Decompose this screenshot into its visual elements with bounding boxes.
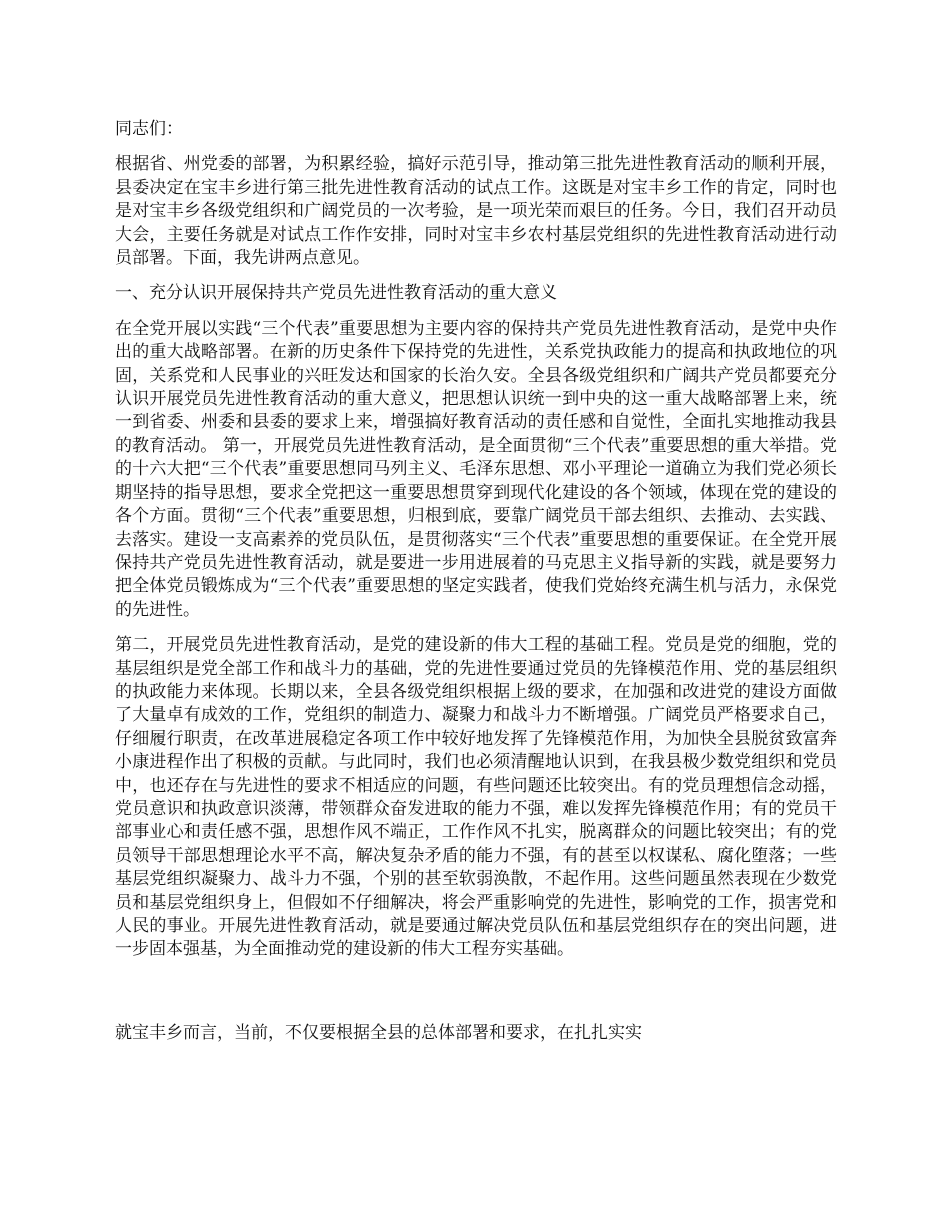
- body-paragraph-2: 第二，开展党员先进性教育活动，是党的建设新的伟大工程的基础工程。党员是党的细胞，党的基层组织是党全部工作和战斗力的基础，党的先进性要通过党员的先锋模范作用、党的基层组织的执政能力来体现。长期以来，全县各级党组织根据上级的要求，在加强和改进党的建设方面做了大量卓有成效的工作，党组织的制造力、凝聚力和战斗力不断增强。广阔党员严格要求自己，仔细履行职责，在改革进展稳定各项工作中较好地发挥了先锋模范作用，为加快全县脱贫致富奔小康进程作出了积极的贡献。与此同时，我们也必须清醒地认识到，在我县极少数党组织和党员中，也还存在与先进性的要求不相适应的问题，有些问题还比较突出。有的党员理想信念动摇，党员意识和执政意识淡薄，带领群众奋发进取的能力不强，难以发挥先锋模范作用；有的党员干部事业心和责任感不强，思想作风不端正，工作作风不扎实，脱离群众的问题比较突出；有的党员领导干部思想理论水平不高，解决复杂矛盾的能力不强，有的甚至以权谋私、腐化堕落；一些基层党组织凝聚力、战斗力不强，个别的甚至软弱涣散，不起作用。这些问题虽然表现在少数党员和基层党组织身上，但假如不仔细解决，将会严重影响党的先进性，影响党的工作，损害党和人民的事业。开展先进性教育活动，就是要通过解决党员队伍和基层党组织存在的突出问题，进一步固本强基，为全面推动党的建设新的伟大工程夯实基础。: [115, 635, 837, 960]
- body-paragraph-1: 在全党开展以实践“三个代表”重要思想为主要内容的保持共产党员先进性教育活动，是党中央作出的重大战略部署。在新的历史条件下保持党的先进性，关系党执政能力的提高和执政地位的巩固，关系党和人民事业的兴旺发达和国家的长治久安。全县各级党组织和广阔共产党员都要充分认识开展党员先进性教育活动的重大意义，把思想认识统一到中央的这一重大战略部署上来，统一到省委、州委和县委的要求上来，增强搞好教育活动的责任感和自觉性，全面扎实地推动我县的教育活动。 第一，开展党员先进性教育活动，是全面贯彻“三个代表”重要思想的重大举措。党的十六大把“三个代表”重要思想同马列主义、毛泽东思想、邓小平理论一道确立为我们党必须长期坚持的指导思想，要求全党把这一重要思想贯穿到现代化建设的各个领域，体现在党的建设的各个方面。贯彻“三个代表”重要思想，归根到底，要靠广阔党员干部去组织、去推动、去实践、去落实。建设一支高素养的党员队伍，是贯彻落实“三个代表”重要思想的重要保证。在全党开展保持共产党员先进性教育活动，就是要进一步用进展着的马克思主义指导新的实践，就是要努力把全体党员锻炼成为“三个代表”重要思想的坚定实践者，使我们党始终充满生机与活力，永保党的先进性。: [115, 318, 837, 620]
- salutation: 同志们：: [115, 119, 183, 139]
- closing-paragraph: 就宝丰乡而言，当前，不仅要根据全县的总体部署和要求，在扎扎实实: [115, 1022, 642, 1043]
- intro-paragraph: 根据省、州党委的部署，为积累经验，搞好示范引导，推动第三批先进性教育活动的顺利开展，县委决定在宝丰乡进行第三批先进性教育活动的试点工作。这既是对宝丰乡工作的肯定，同时也是对宝丰乡各级党组织和广阔党员的一次考验，是一项光荣而艰巨的任务。今日，我们召开动员大会，主要任务就是对试点工作作安排，同时对宝丰乡农村基层党组织的先进性教育活动进行动员部署。下面，我先讲两点意见。: [115, 154, 837, 269]
- paragraph-gap: [115, 974, 837, 1022]
- section-heading: 一、充分认识开展保持共产党员先进性教育活动的重大意义: [115, 283, 557, 304]
- document-body: [115, 118, 837, 1057]
